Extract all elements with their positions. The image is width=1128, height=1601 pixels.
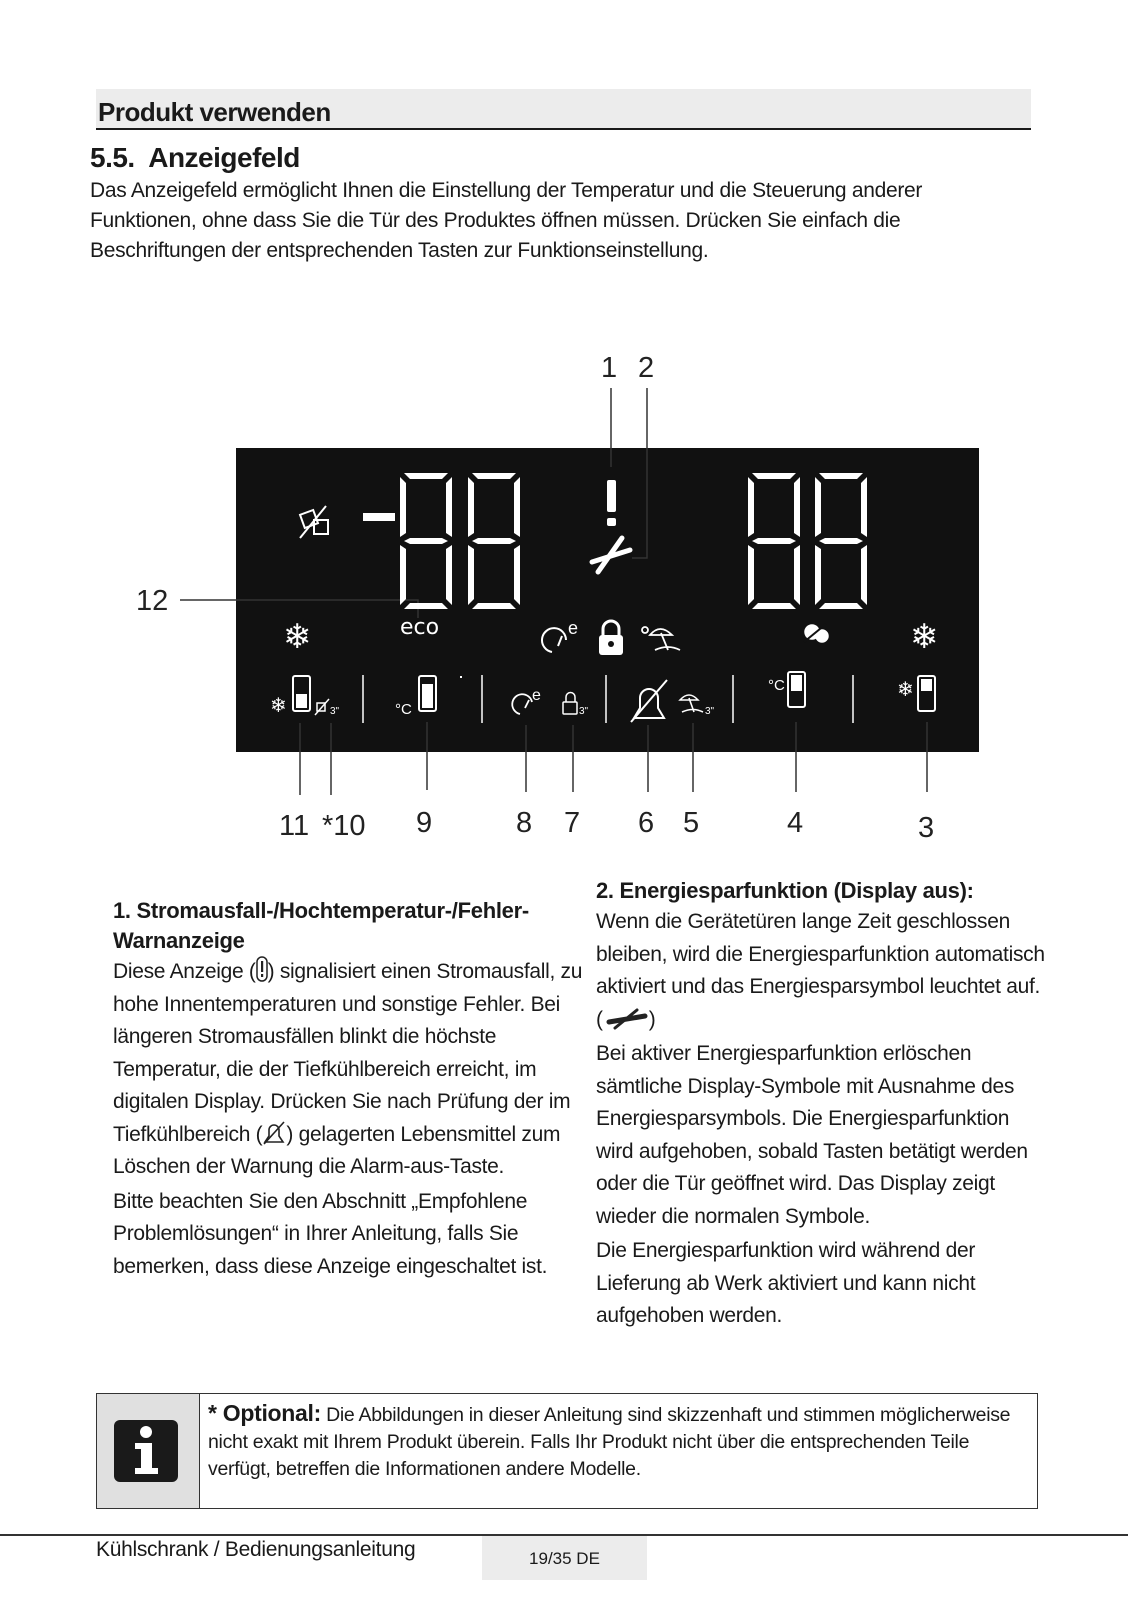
eco-fresh-e: e [568, 618, 579, 638]
note-label: * Optional: [208, 1400, 321, 1426]
panel-dot [460, 676, 462, 678]
callout-4: 4 [787, 807, 804, 839]
eco-fresh-button-e: e [532, 687, 541, 704]
vacation-timer: 3" [705, 706, 715, 717]
info-icon [97, 1394, 200, 1507]
optional-note-box [96, 1393, 1038, 1509]
warning-inline-icon [256, 956, 268, 982]
note-icon-cell [97, 1394, 200, 1508]
item1-title: 1. Stromausfall-/Hochtemperatur-/Fehler-Warnanzeige [113, 898, 529, 953]
item2-paragraph1 [596, 906, 1046, 1036]
minus-segment [363, 513, 395, 521]
section-header-bar [96, 89, 1031, 130]
item1-paragraph1 [113, 956, 583, 1184]
item1-p1b: ) signalisiert einen Stromausfall, zu hohe Innentemperaturen und sonstige Fehler. Bei längeren Stromausfällen blinkt die höchste Temperatur, die der Tiefkühlbereich erreicht, im digitalen Display. Drücken Sie nach Prüfung der im Tiefkühlbereich ( [113, 960, 583, 1146]
callout-5: 5 [683, 807, 700, 839]
intro-text [90, 176, 990, 266]
ice-off-timer: 3" [330, 706, 340, 717]
callout-7: 7 [564, 807, 581, 839]
alarm-off-inline-icon [262, 1121, 286, 1145]
cool-icon: ❄ [910, 618, 939, 656]
key-lock-timer: 3" [579, 706, 589, 717]
item2-paragraph3: Die Energiesparfunktion wird während der Lieferung ab Werk aktiviert und kann nicht aufgehoben werden. [596, 1239, 976, 1327]
item2-title: 2. Energiesparfunktion (Display aus): [596, 878, 974, 903]
freeze-icon: ❄ [283, 618, 312, 656]
item2-column [596, 876, 1046, 1333]
footer-title: Kühlschrank / Bedienungsanleitung [96, 1538, 416, 1561]
callout-12: 12 [136, 585, 169, 617]
callout-8: 8 [516, 807, 533, 839]
eco-label: eco [400, 615, 440, 640]
item2-paragraph2: Bei aktiver Energiesparfunktion erlöschen sämtliche Display-Symbole mit Ausnahme des Energiesparsymbols. Die Energiesparfunktion wird aufgehoben, sobald Tasten betätigt werden oder die Tür geöffnet wird. Das Display zeigt wieder die normalen Symbole. [596, 1042, 1028, 1228]
display-panel-diagram [0, 330, 1128, 850]
callout-6: 6 [638, 807, 655, 839]
item1-column [113, 896, 583, 1283]
item1-paragraph2: Bitte beachten Sie den Abschnitt „Empfohlene Problemlösungen“ in Ihrer Anleitung, falls Sie bemerken, dass diese Anzeige eingeschaltet ist. [113, 1189, 548, 1278]
freeze-button-icon[interactable]: ❄ [270, 695, 287, 717]
section-title [90, 142, 300, 174]
callout-2: 2 [638, 352, 655, 384]
note-body: Die Abbildungen in dieser Anleitung sind skizzenhaft und stimmen möglicherweise nicht exakt mit Ihrem Produkt überein. Falls Ihr Produkt nicht über die entsprechenden Teile verfügt, betreffen die Informationen andere Modelle. [208, 1404, 1011, 1480]
intro-paragraph: Das Anzeigefeld ermöglicht Ihnen die Einstellung der Temperatur und die Steuerung anderer Funktionen, ohne dass Sie die Tür des Produktes öffnen müssen. Drücken Sie einfach die Beschriftungen der entsprechenden Tasten zur Funktionseinstellung. [90, 179, 923, 262]
note-text [208, 1400, 1028, 1483]
callout-11: 11 [279, 810, 310, 842]
page-number: 19/35 DE [482, 1536, 647, 1580]
warning-icon [607, 480, 616, 526]
unit-label-right: °C [768, 677, 785, 694]
callout-1: 1 [601, 352, 618, 384]
callout-3: 3 [918, 812, 935, 844]
cool-button-icon[interactable]: ❄ [897, 679, 914, 701]
callout-10: *10 [322, 810, 366, 842]
energy-save-inline-icon [603, 1008, 649, 1030]
section-header-title: Produkt verwenden [98, 97, 331, 127]
item1-p1a: Diese Anzeige ( [113, 960, 256, 983]
section-title-text: Anzeigefeld [148, 142, 300, 173]
item2-p1b: ) [648, 1007, 656, 1031]
unit-label-left: °C [395, 701, 412, 718]
callout-9: 9 [416, 807, 433, 839]
item2-p1a: Wenn die Gerätetüren lange Zeit geschlossen bleiben, wird die Energiesparfunktion automatisch aktiviert und das Energiesparsymbol leuchtet auf. ( [596, 910, 1045, 1031]
section-number: 5.5. [90, 142, 135, 173]
item1-p1c: ) gelagerten Lebensmittel zum Löschen der Warnung die Alarm-aus-Taste. [113, 1122, 561, 1178]
